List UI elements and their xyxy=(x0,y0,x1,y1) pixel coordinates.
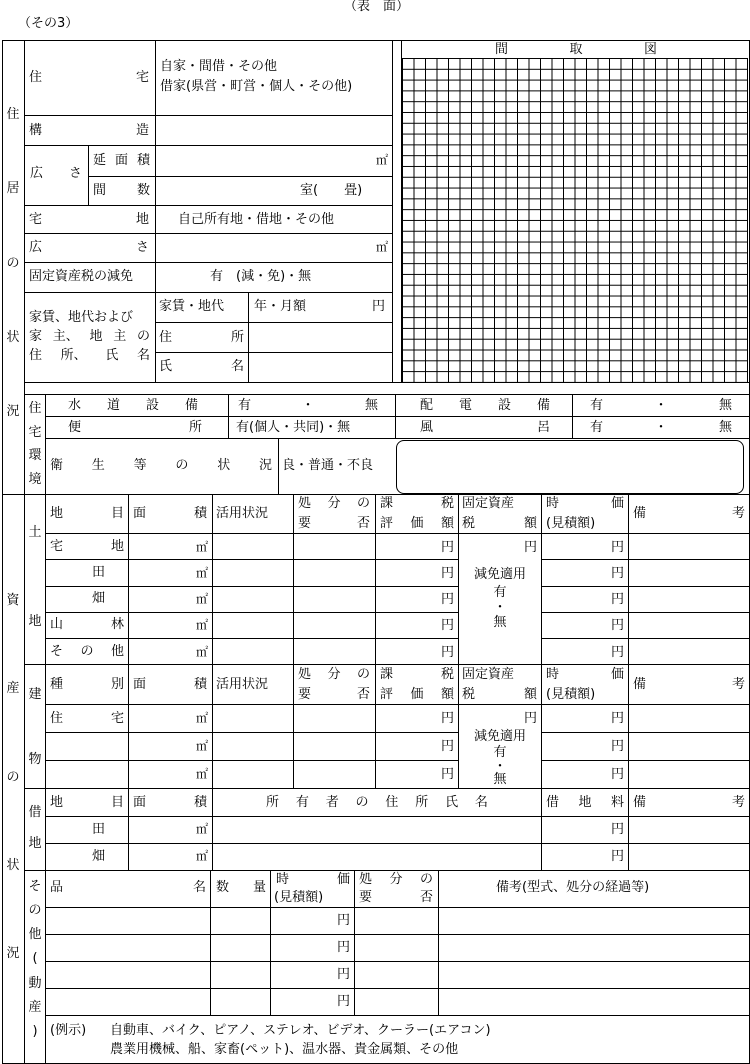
land-fixed-tax-header-1: 固定資産 xyxy=(462,496,515,511)
water-label: 水 道 設 備 xyxy=(68,398,198,413)
building-price-header-2: (見積額) xyxy=(546,687,596,702)
rooms-label: 間 数 xyxy=(93,183,150,198)
land-row-other: そ の 他 xyxy=(50,644,124,659)
tax-options: 有 (減・免)・無 xyxy=(210,269,312,284)
bath-label: 風 呂 xyxy=(420,420,550,435)
lease-note-header: 備 考 xyxy=(633,795,745,810)
landlord-name-label: 氏 名 xyxy=(159,359,244,374)
other-price-header-1: 時 価 xyxy=(276,872,350,887)
land-label: 土 地 xyxy=(28,525,42,629)
lease-owner-header: 所 有 者 の 住 所 氏 名 xyxy=(266,795,488,810)
building-tax-header-1: 課 税 xyxy=(380,667,454,682)
floorplan-grid[interactable] xyxy=(402,58,748,382)
building-exemption-label: 減免適用 xyxy=(473,729,526,744)
land-price-header-1: 時 価 xyxy=(546,496,624,511)
building-exemption-yes: 有 xyxy=(493,745,507,760)
lease-area-header: 面 積 xyxy=(133,795,207,810)
land-disposal-header-1: 処 分 の xyxy=(298,496,370,511)
other-example-line-1: 自動車、バイク、ピアノ、ステレオ、ビデオ、クーラー(エアコン) xyxy=(110,1023,491,1038)
building-label: 建 物 xyxy=(28,687,42,767)
building-note-header: 備 考 xyxy=(633,677,745,692)
land-size-unit: ㎡ xyxy=(375,240,388,254)
toilet-options: 有(個人・共同)・無 xyxy=(236,420,351,435)
assets-section-label: 資 産 の 状 況 xyxy=(6,593,20,961)
land-label: 宅 地 xyxy=(29,212,149,227)
housing-option-rent: 借家(県営・町営・個人・その他) xyxy=(160,79,353,94)
floor-area-label: 延 面 積 xyxy=(93,153,150,168)
lease-row-paddy: 田 xyxy=(92,822,106,837)
building-exemption-dot: ・ xyxy=(493,759,507,774)
land-price-header-2: (見積額) xyxy=(546,516,596,531)
land-exemption-label: 減免適用 xyxy=(473,567,526,582)
land-row-residential: 宅 地 xyxy=(50,539,124,554)
page-face-label: （表 面） xyxy=(344,0,410,14)
land-note-header: 備 考 xyxy=(633,506,745,521)
landlord-address-label: 住 所 xyxy=(159,330,244,345)
sanitation-options: 良・普通・不良 xyxy=(282,458,374,473)
building-area-header: 面 積 xyxy=(133,677,207,692)
land-options: 自己所有地・借地・その他 xyxy=(178,212,335,227)
other-example-prefix: (例示) xyxy=(50,1023,87,1038)
size-label: 広 さ xyxy=(30,166,82,181)
sanitation-notes[interactable] xyxy=(396,440,744,494)
other-example-line-2: 農業用機械、船、家畜(ペット)、温水器、貴金属類、その他 xyxy=(110,1042,459,1057)
land-size-label: 広 さ xyxy=(29,240,149,255)
other-qty-header: 数 量 xyxy=(216,880,266,895)
land-use-header: 活用状況 xyxy=(216,506,269,521)
building-fixed-tax-header-2: 税 額 xyxy=(462,687,537,702)
other-item-header: 品 名 xyxy=(50,880,206,895)
power-label: 配 電 設 備 xyxy=(420,398,550,413)
land-row-field: 畑 xyxy=(92,591,106,606)
toilet-label: 便 所 xyxy=(68,420,202,435)
building-exemption-no: 無 xyxy=(493,772,507,787)
building-row-house: 住 宅 xyxy=(50,711,124,726)
other-note-header: 備考(型式、処分の経過等) xyxy=(496,880,650,895)
building-kind-header: 種 別 xyxy=(50,677,124,692)
building-use-header: 活用状況 xyxy=(216,677,269,692)
building-tax-header-2: 評 価 額 xyxy=(380,687,454,702)
floorplan-title: 間 取 図 xyxy=(495,42,657,57)
land-disposal-header-2: 要 否 xyxy=(298,516,370,531)
env-label: 住 宅 環 境 xyxy=(28,401,42,487)
lease-kind-header: 地 目 xyxy=(50,795,124,810)
land-tax-header-1: 課 税 xyxy=(380,496,454,511)
bath-options: 有 ・ 無 xyxy=(590,420,732,435)
rent-amount-label: 年・月額 xyxy=(254,299,307,314)
other-disposal-header-1: 処 分 の xyxy=(359,872,433,887)
housing-option-own: 自家・間借・その他 xyxy=(160,59,278,74)
land-area-header: 面 積 xyxy=(133,506,207,521)
building-disposal-header-2: 要 否 xyxy=(298,687,370,702)
rent-label-1: 家賃、地代および xyxy=(29,310,134,325)
water-options: 有 ・ 無 xyxy=(238,398,378,413)
lease-row-field: 畑 xyxy=(92,849,106,864)
land-row-forest: 山 林 xyxy=(50,617,124,632)
structure-label: 構 造 xyxy=(29,123,149,138)
land-kind-header: 地 目 xyxy=(50,506,124,521)
power-options: 有 ・ 無 xyxy=(590,398,732,413)
lease-fee-header: 借 地 料 xyxy=(546,795,624,810)
other-label: そ の 他 ( 動 産 ) xyxy=(28,879,42,1039)
other-disposal-header-2: 要 否 xyxy=(359,890,433,905)
land-exemption-no: 無 xyxy=(493,615,507,630)
land-tax-header-2: 評 価 額 xyxy=(380,516,454,531)
building-price-header-1: 時 価 xyxy=(546,667,624,682)
land-row-paddy: 田 xyxy=(92,565,106,580)
rent-yen: 円 xyxy=(372,299,386,314)
sheet-number: （その3） xyxy=(18,16,79,31)
tax-label: 固定資産税の減免 xyxy=(29,269,134,284)
land-exemption-dot: ・ xyxy=(493,600,507,615)
dwelling-section-label: 住 居 の 状 況 xyxy=(6,107,20,419)
building-disposal-header-1: 処 分 の xyxy=(298,667,370,682)
rent-label-2: 家 主、 地 主 の xyxy=(29,329,150,344)
land-fixed-tax-header-2: 税 額 xyxy=(462,516,537,531)
lease-label: 借 地 xyxy=(28,805,42,851)
sanitation-label: 衛 生 等 の 状 況 xyxy=(50,458,272,473)
land-exemption-yes: 有 xyxy=(493,585,507,600)
rent-sub-label: 家賃・地代 xyxy=(159,299,225,314)
rooms-unit: 室( 畳) xyxy=(300,183,363,198)
rent-label-3: 住 所、 氏 名 xyxy=(29,348,150,363)
building-fixed-tax-header-1: 固定資産 xyxy=(462,667,515,682)
floor-area-unit: ㎡ xyxy=(375,153,388,167)
housing-label: 住 宅 xyxy=(29,70,149,85)
other-price-header-2: (見積額) xyxy=(274,890,324,905)
